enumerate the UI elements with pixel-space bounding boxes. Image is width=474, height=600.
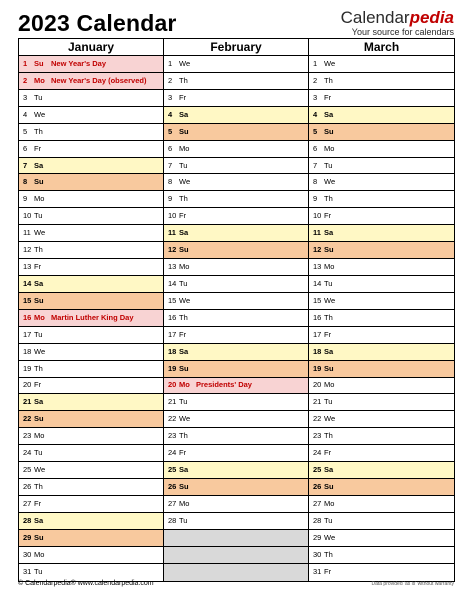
day-of-week: Tu [34, 329, 43, 339]
day-number: 23 [23, 431, 32, 441]
day-number: 11 [23, 228, 31, 238]
day-of-week: Tu [34, 448, 43, 458]
day-number: 27 [168, 498, 177, 508]
day-row [164, 293, 308, 310]
day-number: 4 [313, 109, 318, 119]
day-row [309, 141, 454, 158]
day-number: 9 [168, 194, 173, 204]
day-number: 21 [313, 397, 322, 407]
brand-tagline: Your source for calendars [351, 27, 454, 37]
day-number: 3 [168, 92, 173, 102]
day-of-week: Fr [324, 329, 332, 339]
day-number: 24 [313, 448, 322, 458]
day-of-week: We [324, 295, 336, 305]
day-row [19, 276, 163, 293]
day-row [309, 191, 454, 208]
day-number: 30 [23, 549, 32, 559]
calendar-grid [18, 38, 455, 582]
page-title: 2023 Calendar [18, 10, 177, 36]
day-number: 7 [168, 160, 173, 170]
day-row [19, 225, 163, 242]
empty-day-cell [164, 564, 308, 581]
day-number: 31 [23, 567, 32, 577]
day-number: 20 [23, 380, 32, 390]
day-of-week: Fr [179, 448, 187, 458]
day-of-week: Su [34, 532, 44, 542]
day-list [19, 56, 163, 581]
day-row [164, 394, 308, 411]
day-of-week: Fr [34, 380, 42, 390]
day-of-week: Sa [324, 228, 334, 238]
day-number: 5 [168, 126, 173, 136]
day-row [164, 462, 308, 479]
day-number: 13 [23, 262, 32, 272]
day-number: 3 [23, 92, 28, 102]
day-of-week: Su [179, 126, 189, 136]
day-of-week: Th [324, 549, 333, 559]
day-of-week: Fr [324, 211, 332, 221]
day-number: 10 [168, 211, 177, 221]
day-row [309, 496, 454, 513]
day-number: 11 [168, 228, 176, 238]
day-number: 25 [168, 465, 177, 475]
day-of-week: Th [179, 194, 188, 204]
day-row [19, 344, 163, 361]
day-row [19, 56, 163, 73]
day-of-week: Th [34, 245, 43, 255]
month-column-february [164, 39, 309, 581]
month-header: January [19, 39, 163, 56]
day-number: 13 [168, 262, 177, 272]
day-number: 2 [23, 75, 28, 85]
day-row [19, 107, 163, 124]
day-of-week: Th [179, 431, 188, 441]
day-of-week: Sa [34, 397, 44, 407]
day-number: 1 [313, 58, 318, 68]
day-of-week: Th [324, 431, 333, 441]
day-row [164, 158, 308, 175]
day-of-week: Mo [34, 312, 45, 322]
day-of-week: We [34, 346, 46, 356]
day-of-week: Tu [34, 211, 43, 221]
day-number: 8 [313, 177, 318, 187]
day-number: 19 [23, 363, 32, 373]
holiday-label: New Year's Day (observed) [51, 75, 147, 85]
day-of-week: Tu [34, 567, 43, 577]
holiday-label: Presidents' Day [196, 380, 252, 390]
day-number: 9 [313, 194, 318, 204]
day-number: 18 [168, 346, 177, 356]
day-of-week: Sa [34, 160, 44, 170]
day-row [19, 327, 163, 344]
day-row [309, 445, 454, 462]
day-row [309, 361, 454, 378]
day-row [309, 513, 454, 530]
day-row [164, 56, 308, 73]
day-of-week: We [324, 177, 336, 187]
day-of-week: We [324, 414, 336, 424]
day-row [164, 479, 308, 496]
day-row [19, 141, 163, 158]
day-of-week: Th [324, 312, 333, 322]
day-row [19, 310, 163, 327]
day-of-week: Su [34, 295, 44, 305]
day-number: 22 [313, 414, 322, 424]
day-row [164, 344, 308, 361]
day-number: 17 [23, 329, 32, 339]
day-number: 14 [313, 278, 322, 288]
day-of-week: Mo [34, 194, 45, 204]
day-row [164, 242, 308, 259]
day-row [19, 496, 163, 513]
day-of-week: Tu [179, 397, 188, 407]
brand-name-prefix: Calendar [340, 8, 410, 27]
day-of-week: Su [179, 482, 189, 492]
day-number: 7 [23, 160, 28, 170]
day-row [19, 73, 163, 90]
day-of-week: Fr [179, 329, 187, 339]
day-of-week: Fr [324, 567, 332, 577]
day-number: 8 [168, 177, 173, 187]
day-of-week: We [179, 177, 191, 187]
day-number: 26 [168, 482, 177, 492]
day-of-week: Fr [34, 143, 42, 153]
day-number: 31 [313, 567, 322, 577]
day-number: 29 [23, 532, 32, 542]
day-number: 20 [313, 380, 322, 390]
day-of-week: Su [324, 482, 334, 492]
day-row [309, 90, 454, 107]
day-of-week: Fr [34, 262, 42, 272]
holiday-label: New Year's Day [51, 58, 107, 68]
day-number: 19 [313, 363, 322, 373]
day-row [309, 107, 454, 124]
month-column-january [19, 39, 164, 581]
month-header: February [164, 39, 308, 56]
day-number: 12 [168, 245, 177, 255]
holiday-label: Martin Luther King Day [51, 312, 134, 322]
day-row [164, 310, 308, 327]
brand-name [341, 9, 454, 27]
day-row [19, 462, 163, 479]
empty-day-cell [164, 530, 308, 547]
day-of-week: We [179, 295, 191, 305]
day-of-week: Fr [324, 92, 332, 102]
day-number: 14 [23, 278, 32, 288]
day-of-week: Su [179, 245, 189, 255]
day-of-week: Sa [34, 515, 44, 525]
day-row [19, 428, 163, 445]
day-of-week: Th [34, 363, 43, 373]
day-number: 28 [168, 515, 177, 525]
day-number: 19 [168, 363, 177, 373]
day-of-week: Fr [179, 211, 187, 221]
day-number: 29 [313, 532, 322, 542]
day-row [164, 445, 308, 462]
day-number: 23 [168, 431, 177, 441]
day-of-week: Tu [324, 278, 333, 288]
day-of-week: Mo [34, 431, 45, 441]
day-row [309, 208, 454, 225]
day-number: 15 [168, 295, 177, 305]
day-number: 15 [313, 295, 322, 305]
day-row [164, 73, 308, 90]
day-row [309, 547, 454, 564]
day-of-week: Su [34, 58, 44, 68]
day-number: 22 [23, 414, 32, 424]
day-number: 1 [168, 58, 173, 68]
day-of-week: Sa [179, 346, 189, 356]
day-number: 15 [23, 295, 32, 305]
day-row [309, 293, 454, 310]
day-number: 23 [313, 431, 322, 441]
day-number: 16 [313, 312, 322, 322]
day-of-week: Su [179, 363, 189, 373]
day-row [164, 361, 308, 378]
day-number: 18 [23, 346, 32, 356]
day-number: 7 [313, 160, 318, 170]
day-number: 26 [313, 482, 322, 492]
day-number: 28 [313, 515, 322, 525]
day-number: 14 [168, 278, 177, 288]
day-row [309, 242, 454, 259]
day-row [309, 411, 454, 428]
day-of-week: Fr [34, 498, 42, 508]
brand-name-suffix: pedia [409, 8, 454, 27]
day-of-week: Sa [179, 109, 189, 119]
day-row [19, 174, 163, 191]
day-of-week: Sa [34, 278, 44, 288]
day-row [19, 547, 163, 564]
day-number: 5 [313, 126, 318, 136]
day-row [309, 174, 454, 191]
day-of-week: Mo [324, 380, 335, 390]
day-number: 25 [313, 465, 322, 475]
day-number: 24 [168, 448, 177, 458]
day-number: 12 [313, 245, 322, 255]
day-row [309, 124, 454, 141]
day-number: 27 [313, 498, 322, 508]
day-number: 20 [168, 380, 177, 390]
day-number: 6 [313, 143, 318, 153]
day-row [19, 564, 163, 581]
day-of-week: Tu [34, 92, 43, 102]
day-number: 21 [168, 397, 177, 407]
day-of-week: We [324, 58, 336, 68]
day-of-week: Th [34, 482, 43, 492]
day-of-week: Tu [179, 160, 188, 170]
day-of-week: Sa [324, 465, 334, 475]
day-list [309, 56, 454, 581]
day-of-week: Th [179, 75, 188, 85]
day-number: 6 [168, 143, 173, 153]
day-of-week: Mo [179, 498, 190, 508]
day-of-week: Th [324, 194, 333, 204]
day-of-week: Su [324, 363, 334, 373]
day-number: 30 [313, 549, 322, 559]
day-number: 22 [168, 414, 177, 424]
day-row [309, 378, 454, 395]
day-of-week: Su [34, 414, 44, 424]
day-row [19, 259, 163, 276]
day-of-week: Sa [179, 228, 189, 238]
day-number: 4 [168, 109, 173, 119]
day-row [309, 158, 454, 175]
day-number: 12 [23, 245, 32, 255]
day-row [164, 428, 308, 445]
day-row [309, 310, 454, 327]
day-number: 5 [23, 126, 28, 136]
day-of-week: Mo [179, 380, 190, 390]
day-number: 2 [168, 75, 173, 85]
day-row [309, 73, 454, 90]
day-of-week: We [34, 228, 46, 238]
day-row [164, 90, 308, 107]
day-number: 17 [313, 329, 322, 339]
day-row [164, 259, 308, 276]
day-number: 8 [23, 177, 28, 187]
day-row [164, 107, 308, 124]
day-of-week: Tu [179, 515, 188, 525]
day-number: 26 [23, 482, 32, 492]
day-of-week: Sa [179, 465, 189, 475]
footer-disclaimer: Data provided 'as is' without warranty [371, 581, 454, 587]
day-number: 13 [313, 262, 322, 272]
day-row [19, 479, 163, 496]
day-number: 28 [23, 515, 32, 525]
day-of-week: Mo [324, 262, 335, 272]
day-of-week: Su [324, 245, 334, 255]
day-number: 3 [313, 92, 318, 102]
day-number: 11 [313, 228, 321, 238]
day-row [19, 378, 163, 395]
day-row [309, 327, 454, 344]
day-of-week: We [34, 465, 46, 475]
day-row [309, 259, 454, 276]
day-row [309, 344, 454, 361]
day-of-week: We [179, 414, 191, 424]
day-row [19, 242, 163, 259]
day-row [309, 428, 454, 445]
day-row [164, 327, 308, 344]
day-row [19, 513, 163, 530]
day-row [164, 208, 308, 225]
day-row [309, 530, 454, 547]
day-number: 4 [23, 109, 28, 119]
day-of-week: Fr [324, 448, 332, 458]
day-row [309, 276, 454, 293]
day-of-week: Mo [324, 498, 335, 508]
month-header: March [309, 39, 454, 56]
day-number: 21 [23, 397, 32, 407]
day-row [164, 174, 308, 191]
day-of-week: Sa [324, 346, 334, 356]
day-of-week: We [34, 109, 46, 119]
day-row [164, 276, 308, 293]
month-column-march [309, 39, 454, 581]
day-number: 10 [313, 211, 322, 221]
day-number: 27 [23, 498, 32, 508]
day-number: 6 [23, 143, 28, 153]
day-number: 2 [313, 75, 318, 85]
day-of-week: Mo [34, 75, 45, 85]
day-row [164, 124, 308, 141]
day-row [164, 225, 308, 242]
day-row [19, 361, 163, 378]
day-number: 17 [168, 329, 177, 339]
day-row [19, 90, 163, 107]
day-row [19, 124, 163, 141]
day-of-week: Tu [324, 397, 333, 407]
day-of-week: Mo [179, 262, 190, 272]
day-row [164, 378, 308, 395]
day-of-week: Tu [179, 278, 188, 288]
day-row [164, 141, 308, 158]
day-row [309, 462, 454, 479]
day-row [309, 56, 454, 73]
day-row [164, 411, 308, 428]
brand-logo[interactable] [341, 9, 454, 38]
day-row [309, 394, 454, 411]
day-row [309, 479, 454, 496]
day-number: 16 [168, 312, 177, 322]
day-of-week: Tu [324, 515, 333, 525]
day-row [19, 158, 163, 175]
day-of-week: Th [34, 126, 43, 136]
day-row [19, 411, 163, 428]
day-number: 25 [23, 465, 32, 475]
footer-copyright: © Calendarpedia® www.calendarpedia.com [18, 580, 154, 587]
day-row [19, 293, 163, 310]
empty-day-cell [164, 547, 308, 564]
day-row [19, 208, 163, 225]
day-list [164, 56, 308, 581]
day-number: 16 [23, 312, 32, 322]
day-number: 9 [23, 194, 28, 204]
day-row [164, 191, 308, 208]
day-of-week: Mo [34, 549, 45, 559]
day-of-week: Sa [324, 109, 334, 119]
day-row [19, 445, 163, 462]
day-number: 10 [23, 211, 32, 221]
day-of-week: Mo [324, 143, 335, 153]
day-of-week: Su [34, 177, 44, 187]
day-row [164, 496, 308, 513]
day-number: 18 [313, 346, 322, 356]
day-row [19, 191, 163, 208]
day-row [19, 530, 163, 547]
day-row [309, 564, 454, 581]
day-of-week: Fr [179, 92, 187, 102]
day-of-week: Th [324, 75, 333, 85]
day-row [164, 513, 308, 530]
day-of-week: Tu [324, 160, 333, 170]
day-of-week: Su [324, 126, 334, 136]
day-number: 1 [23, 58, 28, 68]
day-of-week: Th [179, 312, 188, 322]
day-number: 24 [23, 448, 32, 458]
day-of-week: We [324, 532, 336, 542]
day-row [19, 394, 163, 411]
day-of-week: Mo [179, 143, 190, 153]
day-row [309, 225, 454, 242]
day-of-week: We [179, 58, 191, 68]
